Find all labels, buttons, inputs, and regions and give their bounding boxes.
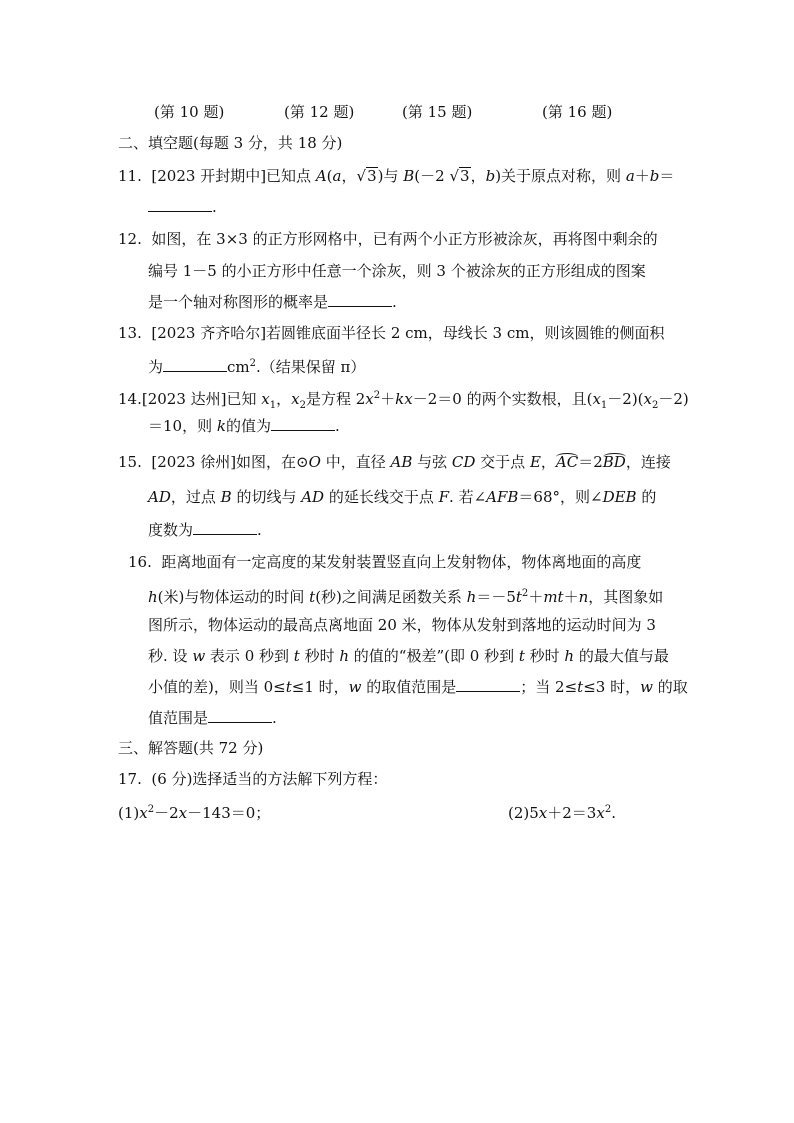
answer-blank-12[interactable] bbox=[328, 292, 392, 307]
section-heading-answers: 三、解答题(共 72 分) bbox=[118, 739, 264, 757]
q16-text: 的取 bbox=[652, 678, 688, 696]
q16-text: 秒. 设 bbox=[148, 647, 193, 665]
q15-text: ， bbox=[540, 453, 556, 471]
caption-figure-16: (第 16 题) bbox=[542, 103, 613, 121]
answer-blank-15[interactable] bbox=[193, 520, 257, 535]
question-16-line-4 bbox=[148, 646, 669, 666]
q16-var: t bbox=[515, 588, 522, 606]
q17-text: －2 bbox=[154, 804, 179, 822]
question-11-line-1 bbox=[118, 166, 674, 186]
q11-var: A bbox=[315, 167, 327, 185]
q12-text: 如图，在 3×3 的正方形网格中，已有两个小正方形被涂灰，再将图中剩余的 bbox=[151, 230, 658, 248]
q16-var: n bbox=[578, 588, 589, 606]
q16-text: 的值的“极差”(即 0 秒到 bbox=[349, 647, 519, 665]
question-13-line-2 bbox=[148, 354, 365, 377]
q16-var: t bbox=[285, 678, 292, 696]
q16-var: w bbox=[192, 647, 206, 665]
question-17-part-2 bbox=[508, 800, 616, 823]
q15-text: ＝2 bbox=[578, 453, 603, 471]
q12-text: 编号 1－5 的小正方形中任意一个涂灰，则 3 个被涂灰的正方形组成的图案 bbox=[148, 262, 646, 280]
q14-text: ， bbox=[276, 390, 292, 408]
q15-var: O bbox=[308, 453, 321, 471]
q15-text: 与弦 bbox=[412, 453, 452, 471]
q11-var: b bbox=[485, 167, 496, 185]
q16-exponent: 2 bbox=[521, 588, 529, 599]
q15-var: F bbox=[438, 488, 450, 506]
question-16-number: 16. bbox=[128, 553, 152, 571]
q16-text: 值范围是 bbox=[148, 709, 209, 727]
q16-text: 图所示，物体运动的最高点离地面 20 米，物体从发射到落地的运动时间为 3 bbox=[148, 616, 656, 634]
q14-sub: 2 bbox=[299, 400, 306, 411]
q14-var: x bbox=[365, 390, 374, 408]
question-15-number: 15. bbox=[118, 453, 142, 471]
q17-text: . bbox=[611, 804, 616, 822]
q16-var: t bbox=[293, 647, 300, 665]
q11-text: . bbox=[212, 198, 217, 216]
question-16-line-5 bbox=[148, 677, 688, 697]
q15-text: 的切线与 bbox=[231, 488, 302, 506]
q16-text: ≤3 时， bbox=[583, 678, 641, 696]
question-17-number: 17. bbox=[118, 770, 142, 788]
q16-text: (米)与物体运动的时间 bbox=[157, 588, 310, 606]
q17-exponent: 2 bbox=[604, 804, 612, 815]
q14-text: . bbox=[334, 417, 340, 435]
q16-text: 的取值范围是 bbox=[361, 678, 457, 696]
q17-var: x bbox=[178, 804, 188, 822]
question-17-title bbox=[118, 769, 387, 789]
q16-var: h bbox=[466, 588, 477, 606]
q16-var: w bbox=[348, 678, 362, 696]
question-13-line-1 bbox=[118, 323, 664, 343]
q12-text: . bbox=[392, 293, 397, 311]
question-13-number: 13. bbox=[118, 324, 142, 342]
q16-text: 表示 0 秒到 bbox=[205, 647, 294, 665]
q14-exponent: 2 bbox=[373, 390, 381, 401]
q15-text: 交于点 bbox=[475, 453, 530, 471]
q14-var: x bbox=[592, 390, 601, 408]
q11-text: ( bbox=[326, 167, 333, 185]
question-16-line-3 bbox=[148, 615, 656, 635]
q16-var: m bbox=[543, 588, 558, 606]
q16-var: t bbox=[518, 647, 525, 665]
q17-var: x bbox=[596, 804, 605, 822]
q14-text: －2)( bbox=[607, 390, 644, 408]
q15-text: 度数为 bbox=[148, 521, 194, 539]
q15-text: ，连接 bbox=[625, 453, 671, 471]
q16-text: ＋ bbox=[563, 588, 579, 606]
caption-figure-10: (第 10 题) bbox=[154, 103, 225, 121]
question-15-line-1 bbox=[118, 452, 671, 472]
q16-var: t bbox=[577, 678, 584, 696]
q16-text: (秒)之间满足函数关系 bbox=[315, 588, 467, 606]
question-17-part-1 bbox=[118, 800, 270, 823]
q16-var: w bbox=[640, 678, 653, 696]
q17-text: (1) bbox=[118, 804, 140, 822]
q16-text: ≤1 时， bbox=[291, 678, 349, 696]
q16-text: 距离地面有一定高度的某发射装置竖直向上发射物体，物体离地面的高度 bbox=[161, 553, 642, 571]
question-12-number: 12. bbox=[118, 230, 142, 248]
q15-text: . bbox=[257, 521, 262, 539]
q14-var: k bbox=[395, 390, 405, 408]
q11-text: )与 bbox=[377, 167, 404, 185]
q13-text: cm bbox=[227, 358, 250, 376]
q11-text: ， bbox=[341, 167, 357, 185]
q15-text: . 若∠ bbox=[449, 488, 487, 506]
q14-var: x bbox=[404, 390, 413, 408]
question-16-line-1 bbox=[128, 552, 641, 572]
question-14-number: 14. bbox=[118, 390, 142, 408]
q14-text: 是方程 2 bbox=[305, 390, 366, 408]
q15-var: CD bbox=[451, 453, 476, 471]
question-12-line-1 bbox=[118, 229, 658, 249]
q14-sub: 2 bbox=[652, 400, 659, 411]
answer-blank-14[interactable] bbox=[271, 416, 335, 431]
q11-var: a bbox=[332, 167, 342, 185]
q11-text: )关于原点对称，则 bbox=[495, 167, 626, 185]
q15-text: ，过点 bbox=[170, 488, 221, 506]
q16-var: t bbox=[309, 588, 316, 606]
q11-var: b bbox=[649, 167, 660, 185]
q15-text: 的延长线交于点 bbox=[324, 488, 439, 506]
q13-text: .（结果保留 π） bbox=[256, 358, 366, 376]
q15-text: 中，直径 bbox=[320, 453, 391, 471]
q15-var: AD bbox=[301, 488, 325, 506]
q16-var: h bbox=[339, 647, 350, 665]
q13-text: 为 bbox=[148, 358, 164, 376]
q16-text: 秒时 bbox=[299, 647, 340, 665]
question-14-line-2 bbox=[148, 416, 340, 436]
q16-text: ＝－5 bbox=[476, 588, 516, 606]
q15-text: [2023 徐州]如图，在⊙ bbox=[151, 453, 309, 471]
q16-var: t bbox=[557, 588, 564, 606]
q16-text: . bbox=[272, 709, 277, 727]
q15-text: ＝68°，则∠ bbox=[518, 488, 603, 506]
question-11-line-2 bbox=[148, 197, 217, 217]
q11-text: (－2 bbox=[414, 167, 445, 185]
q16-text: ＋ bbox=[528, 588, 544, 606]
q14-text: ＋ bbox=[380, 390, 396, 408]
q15-var: B bbox=[220, 488, 232, 506]
q13-text: [2023 齐齐哈尔]若圆锥底面半径长 2 cm，母线长 3 cm，则该圆锥的侧面积 bbox=[151, 324, 665, 342]
q11-radicand: 3 bbox=[460, 167, 470, 185]
q11-text: ， bbox=[470, 167, 486, 185]
question-16-line-2 bbox=[148, 584, 663, 607]
q17-var: x bbox=[538, 804, 548, 822]
q16-text: 秒时 bbox=[524, 647, 565, 665]
arc-bd: BD bbox=[602, 453, 626, 471]
q12-text: 是一个轴对称图形的概率是 bbox=[148, 293, 329, 311]
q17-var: x bbox=[139, 804, 148, 822]
q17-text: －143＝0； bbox=[187, 804, 271, 822]
q16-var: h bbox=[148, 588, 158, 606]
q14-var: x bbox=[291, 390, 300, 408]
q14-var: x bbox=[643, 390, 652, 408]
q16-text: 的最大值与最 bbox=[574, 647, 669, 665]
answer-blank-11[interactable] bbox=[148, 197, 212, 212]
q15-var: AB bbox=[390, 453, 413, 471]
q11-radicand: 3 bbox=[367, 167, 377, 185]
question-15-line-2 bbox=[148, 487, 656, 507]
question-12-line-3 bbox=[148, 292, 397, 312]
question-16-line-6 bbox=[148, 708, 277, 728]
q14-var: k bbox=[216, 417, 226, 435]
sqrt-sign: √ bbox=[449, 167, 460, 185]
arc-ac: AC bbox=[555, 453, 579, 471]
q11-var: B bbox=[403, 167, 415, 185]
q14-text: －2＝0 的两个实数根，且( bbox=[412, 390, 593, 408]
q17-exponent: 2 bbox=[147, 804, 155, 815]
q14-text: －2) bbox=[658, 390, 689, 408]
caption-figure-12: (第 12 题) bbox=[284, 103, 355, 121]
q11-text: ＋ bbox=[634, 167, 650, 185]
sqrt-sign: √ bbox=[356, 167, 367, 185]
q14-text: [2023 达州]已知 bbox=[141, 390, 262, 408]
q14-text: ＝10，则 bbox=[148, 417, 217, 435]
question-15-line-3 bbox=[148, 520, 262, 540]
q15-var: DEB bbox=[602, 488, 637, 506]
q11-text: ＝ bbox=[659, 167, 675, 185]
q14-sub: 1 bbox=[269, 400, 277, 411]
q11-var: a bbox=[625, 167, 635, 185]
section-heading-fill-in: 二、填空题(每题 3 分，共 18 分) bbox=[118, 134, 343, 152]
question-12-line-2 bbox=[148, 261, 646, 281]
q15-var: E bbox=[529, 453, 541, 471]
q13-exponent: 2 bbox=[249, 358, 257, 369]
answer-blank-16a[interactable] bbox=[456, 677, 520, 692]
q16-var: h bbox=[564, 647, 575, 665]
q15-var: AFB bbox=[486, 488, 519, 506]
answer-blank-16b[interactable] bbox=[208, 708, 272, 723]
q16-text: 小值的差)，则当 0≤ bbox=[148, 678, 286, 696]
answer-blank-13[interactable] bbox=[163, 357, 227, 372]
q16-text: ；当 2≤ bbox=[520, 678, 578, 696]
q15-var: AD bbox=[148, 488, 171, 506]
question-11-number: 11. bbox=[118, 167, 142, 185]
caption-figure-15: (第 15 题) bbox=[402, 103, 473, 121]
q16-text: ，其图象如 bbox=[588, 588, 664, 606]
q17-text: (6 分)选择适当的方法解下列方程： bbox=[151, 770, 388, 788]
question-14-line-1 bbox=[118, 386, 689, 416]
q11-text: [2023 开封期中]已知点 bbox=[151, 167, 316, 185]
q14-text: 的值为 bbox=[225, 417, 271, 435]
q14-sub: 1 bbox=[600, 400, 608, 411]
q14-var: x bbox=[261, 390, 270, 408]
q17-text: ＋2＝3 bbox=[547, 804, 597, 822]
q17-text: (2)5 bbox=[508, 804, 539, 822]
q15-text: 的 bbox=[636, 488, 657, 506]
